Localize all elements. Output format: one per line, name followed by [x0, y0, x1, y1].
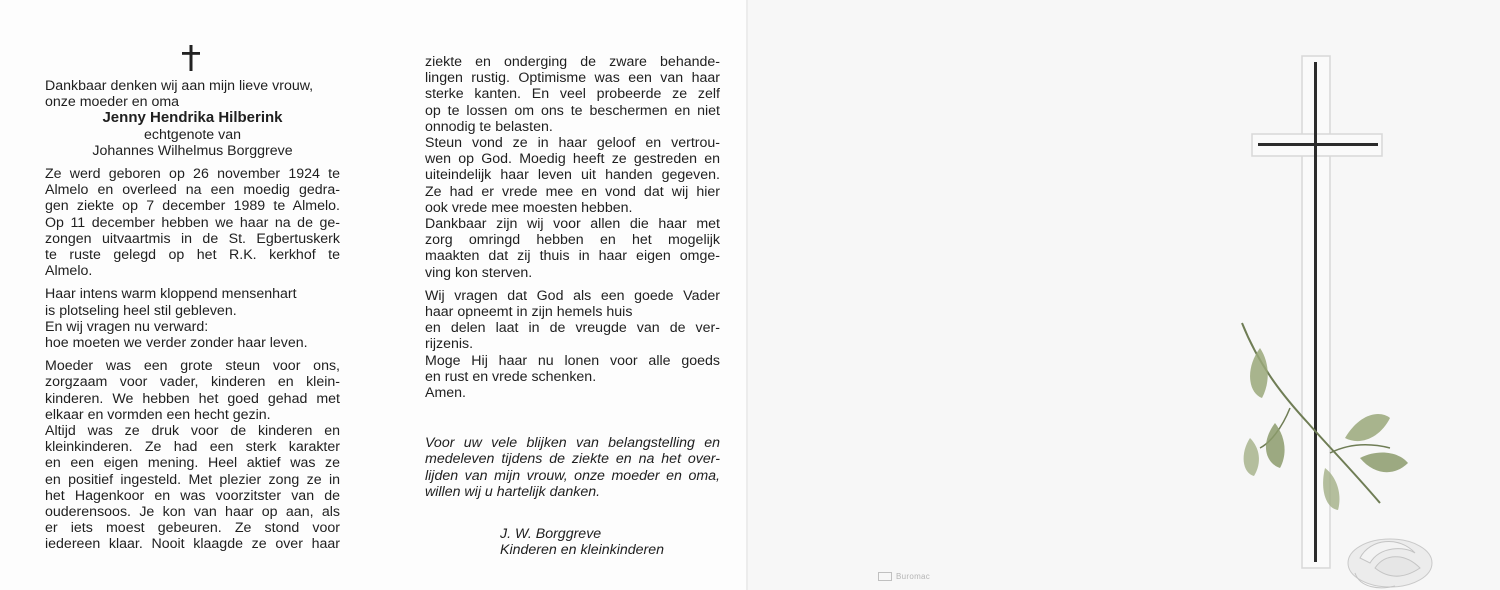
memory-line: ook vrede mee moesten hebben.: [425, 199, 633, 216]
signature-name: J. W. Borggreve: [500, 526, 602, 543]
bio-line: Almelo en overleed na een moedig gedra-: [45, 182, 340, 199]
memory-line: maakten dat zij thuis in haar eigen omge-: [425, 248, 720, 265]
thanks-line: medeleven tijdens de ziekte en na het over-: [425, 451, 720, 468]
memory-line: sterke kanten. En veel probeerde ze zelf: [425, 86, 720, 103]
memory-line: het Hagenkoor en was voorzitster van de: [45, 487, 340, 504]
memory-line: Altijd was ze druk voor de kinderen en: [45, 423, 340, 440]
memory-line: wen op God. Moedig heeft ze gestreden en: [425, 151, 720, 168]
small-cross-icon: [182, 45, 200, 71]
thanks-line: lijden van mijn vrouw, onze moeder en oma,: [425, 467, 720, 484]
bio-line: gen ziekte op 7 december 1989 te Almelo.: [45, 198, 340, 215]
memory-line: Dankbaar zijn wij voor allen die haar met: [425, 216, 720, 233]
signature-family: Kinderen en kleinkinderen: [500, 542, 665, 559]
memory-line: Ze had er vrede mee en vond dat wij hier: [425, 183, 720, 200]
prayer-line: haar opneemt in zijn hemels huis: [425, 304, 633, 321]
column-left: [45, 78, 340, 553]
memory-line: zorgzaam voor vader, kinderen en klein-: [45, 374, 340, 391]
memory-line: Steun vond ze in haar geloof en vertrou-: [425, 135, 720, 152]
column-right: [425, 54, 720, 558]
memory-line: kleinkinderen. Ze had een sterk karakter: [45, 439, 340, 456]
poem-line: is plotseling heel stil gebleven.: [45, 302, 237, 319]
deceased-name: Jenny Hendrika Hilberink: [102, 109, 283, 127]
brand-logo-icon: [878, 572, 892, 581]
memory-line: ouderensoos. Je kon van haar op aan, als: [45, 504, 340, 521]
prayer-line: en delen laat in de vreugde van de ver-: [425, 320, 720, 337]
intro-line: onze moeder en oma: [45, 94, 180, 111]
prayer-line: rijzenis.: [425, 336, 474, 353]
prayer-line: Wij vragen dat God als een goede Vader: [425, 287, 720, 304]
prayer-line: en rust en vrede schenken.: [425, 368, 597, 385]
memory-line: en een eigen mening. Heel aktief was ze: [45, 455, 340, 472]
memory-line: ving kon sterven.: [425, 264, 533, 281]
bio-line: te ruste gelegd op het R.K. kerkhof te: [45, 247, 340, 264]
memory-line: zorg omringd hebben en het mogelijk: [425, 232, 720, 249]
bio-line: Ze werd geboren op 26 november 1924 te: [45, 166, 340, 183]
brand-text: Buromac: [896, 572, 931, 581]
memory-line: er iets moest gebeuren. Ze stond voor: [45, 520, 340, 537]
poem-line: hoe moeten we verder zonder haar leven.: [45, 335, 308, 352]
card-fold: [746, 0, 748, 590]
poem-line: En wij vragen nu verward:: [45, 318, 209, 335]
memory-line: en positief ingesteld. Met plezier zong ze in: [45, 471, 340, 488]
memory-line: iedereen klaar. Nooit klaagde ze over haar: [45, 536, 340, 553]
memory-line: Moeder was een grote steun voor ons,: [45, 358, 340, 375]
memory-line: op te lossen om ons te beschermen en niet: [425, 102, 720, 119]
memory-line: elkaar en vormden een hecht gezin.: [45, 406, 271, 423]
memory-line: onnodig te belasten.: [425, 118, 553, 135]
prayer-line: Amen.: [425, 385, 467, 402]
spouse-label: echtgenote van: [143, 126, 242, 143]
spouse-name: Johannes Wilhelmus Borggreve: [92, 142, 293, 159]
cross-with-rose-illustration: [1230, 48, 1470, 590]
bio-line: zongen uitvaartmis in de St. Egbertuskerk: [45, 230, 340, 247]
printer-brand: [878, 572, 930, 581]
memory-line: uiteindelijk haar leven uit handen gegeven.: [425, 167, 720, 184]
memory-line: kinderen. We hebben het goed gehad met: [45, 390, 340, 407]
bio-line: Op 11 december hebben we haar na de ge-: [45, 214, 340, 231]
poem-line: Haar intens warm kloppend mensenhart: [45, 286, 297, 303]
thanks-line: willen wij u hartelijk danken.: [425, 483, 601, 500]
bio-line: Almelo.: [45, 263, 93, 280]
thanks-line: Voor uw vele blijken van belangstelling en: [425, 435, 720, 452]
intro-line: Dankbaar denken wij aan mijn lieve vrouw,: [45, 78, 314, 94]
memory-line: ziekte en onderging de zware behande-: [425, 54, 720, 70]
memory-line: lingen rustig. Optimisme was een van haar: [425, 70, 720, 87]
prayer-line: Moge Hij haar nu lonen voor alle goeds: [425, 352, 720, 369]
